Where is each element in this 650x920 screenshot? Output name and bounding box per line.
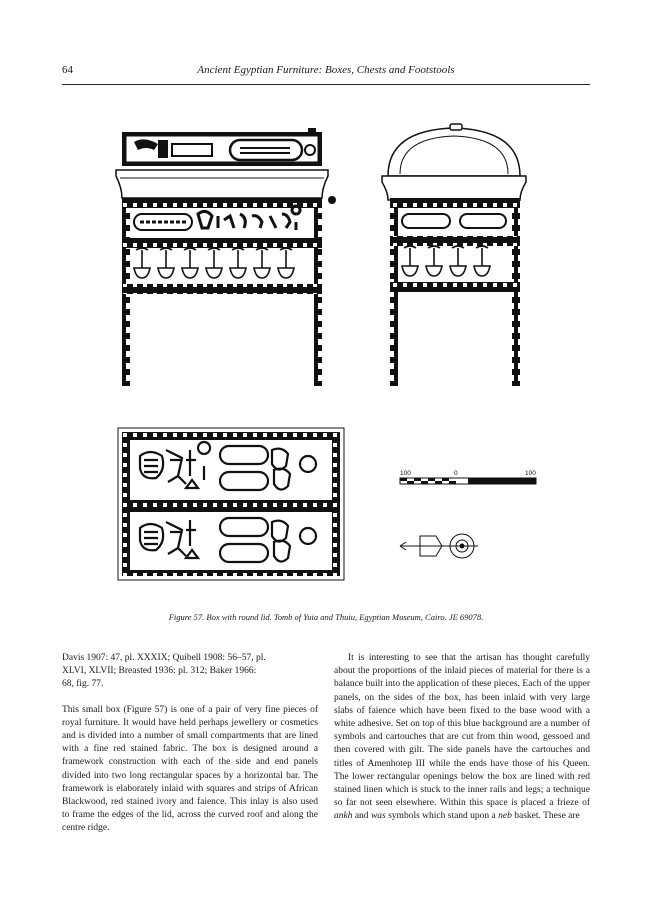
term-was: was bbox=[370, 811, 386, 822]
figure-57 bbox=[100, 120, 560, 590]
term-ankh: ankh bbox=[334, 811, 353, 822]
header-rule bbox=[62, 84, 590, 85]
box-drawing bbox=[100, 120, 560, 590]
figure-caption: Figure 57. Box with round lid. Tomb of Yuia and Thuiu, Egyptian Museum, Cairo. JE 69078. bbox=[168, 612, 484, 622]
knob-detail bbox=[400, 534, 478, 558]
scale-label-right: 100 bbox=[525, 470, 536, 477]
body-paragraph: This small box (Figure 57) is one of a pair of very fine pieces of royal furniture. It would have held perhaps jewellery or cosmetics and is divided into a number of small compartments that are lined with a fine red stained fabric. The box is designed around a framework construction with each of the side and end panels divided into two long rectangular spaces by a horizontal bar. The framework is elaborately inlaid with squares and strips of African Blackwood, red stained ivory and faience. This inlay is also used to frame the edges of the lid, across the curved roof and along the centre ridge. bbox=[62, 704, 318, 834]
reference-line: Davis 1907: 47, pl. XXXIX; Quibell 1908: 56–57, pl. bbox=[62, 653, 266, 663]
end-elevation bbox=[382, 124, 526, 386]
para-text: basket. These are bbox=[514, 811, 580, 822]
reference-line: XLVI, XLVII; Breasted 1936: pl. 312; Baker 1966: bbox=[62, 666, 257, 677]
para-text: It is interesting to see that the artisan has thought carefully about the proportions of the inlaid pieces of material for there is a balance built into the application of these pieces. Each of the upper panels, on the sides of the box, has been inlaid with very large slabs of faience which have been fixed to the base wood with a white adhesive. Set on top of this blue background are a number of symbols and cartouches that are cut from thin wood, gessoed and then covered with gilt. The side panels have the cartouches and titles of Amenhotep III while the ends have those of his Queen. The lower rectangular openings below the box are lined with red stained linen which is stuck to the inner rails and legs; a technique so far not seen elsewhere. Within this space is placed a frieze of bbox=[334, 653, 590, 809]
para-text: symbols which stand upon a bbox=[388, 811, 496, 822]
left-column bbox=[62, 652, 318, 836]
scale-bar bbox=[400, 470, 536, 484]
references bbox=[62, 652, 318, 692]
plan-view bbox=[118, 428, 344, 580]
reference-line: 68, fig. 77. bbox=[62, 679, 104, 690]
term-neb: neb bbox=[498, 811, 512, 822]
body-paragraph-right bbox=[334, 652, 590, 824]
right-column bbox=[334, 652, 590, 824]
para-text: and bbox=[354, 811, 369, 822]
scale-label-zero: 0 bbox=[454, 470, 458, 477]
side-elevation bbox=[116, 128, 336, 386]
scale-label-left: 100 bbox=[400, 470, 411, 477]
page-header bbox=[62, 64, 590, 84]
page-number: 64 bbox=[62, 64, 73, 76]
running-title: Ancient Egyptian Furniture: Boxes, Chests and Footstools bbox=[197, 64, 455, 76]
